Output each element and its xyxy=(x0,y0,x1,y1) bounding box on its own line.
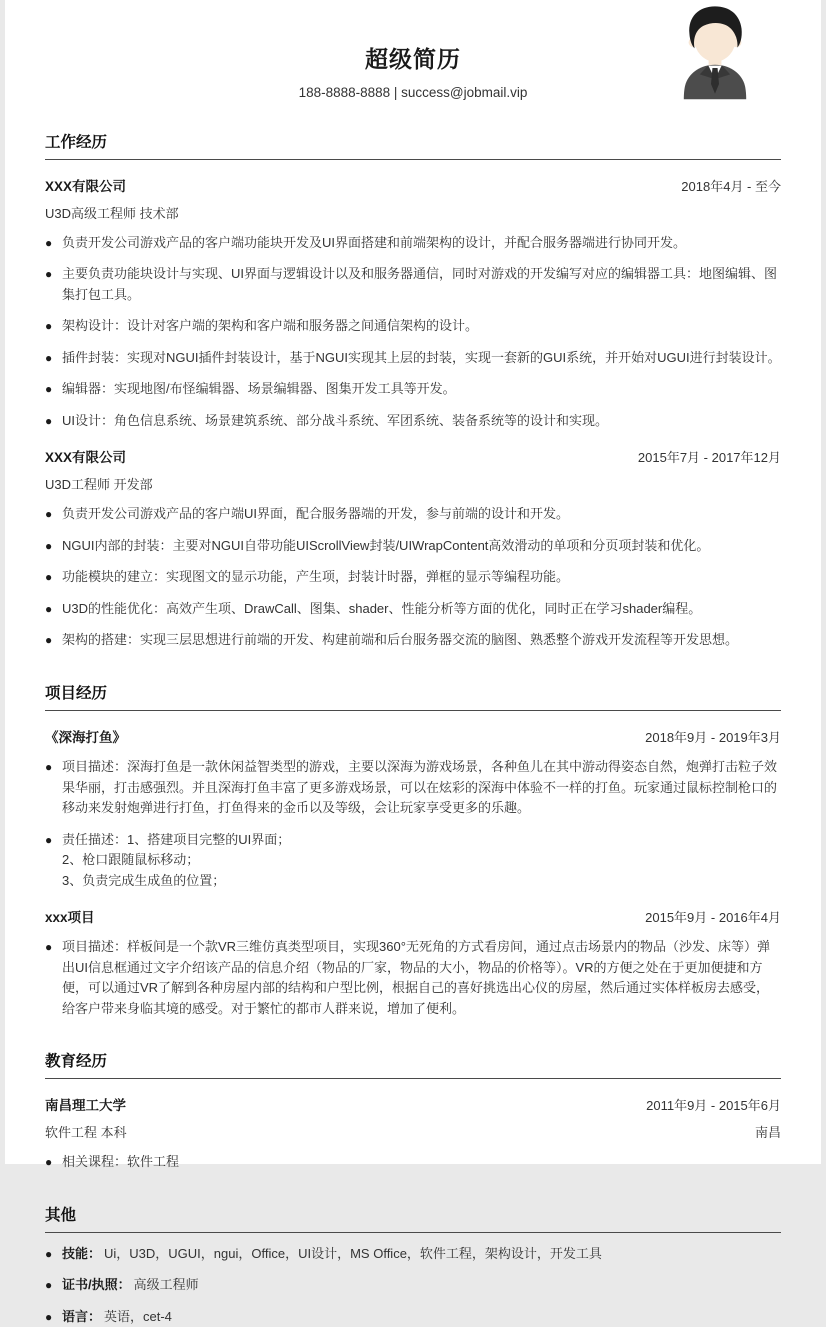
bullet-item xyxy=(45,233,781,254)
bullet-dot-icon: ● xyxy=(45,382,53,397)
bullet-dot-icon: ● xyxy=(45,940,53,955)
section-education xyxy=(45,1049,781,1173)
project-bullet-list xyxy=(45,937,781,1019)
bullet-text: 主要负责功能块设计与实现、UI界面与逻辑设计以及和服务器通信，同时对游戏的开发编写对应的编辑器工具：地图编辑、图集打包工具。 xyxy=(62,266,778,302)
bullet-item xyxy=(45,264,781,305)
date-range: 2015年7月 - 2017年12月 xyxy=(637,450,781,466)
skills-line xyxy=(62,1244,781,1265)
responsibility-line: 责任描述：1、搭建项目完整的UI界面； xyxy=(62,831,291,847)
languages-label: 语言： xyxy=(62,1308,102,1324)
bullet-item xyxy=(45,1244,781,1265)
languages-text: 英语，cet-4 xyxy=(104,1308,172,1324)
bullet-item xyxy=(45,379,781,400)
certificates-line xyxy=(62,1275,781,1296)
bullet-dot-icon: ● xyxy=(45,413,53,428)
bullet-item xyxy=(45,630,781,651)
job-bullet-list xyxy=(45,504,781,651)
company-name: XXX有限公司 xyxy=(45,450,127,466)
bullet-text: 插件封装：实现对NGUI插件封装设计，基于NGUI实现其上层的封装，实现一套新的GUI系统，并开始对UGUI进行封装设计。 xyxy=(62,349,781,365)
bullet-item xyxy=(45,1152,781,1173)
profile-photo xyxy=(675,4,755,100)
bullet-item xyxy=(45,1275,781,1296)
company-name: XXX有限公司 xyxy=(45,178,127,194)
responsibility-line: 2、枪口跟随鼠标移动； xyxy=(62,852,200,868)
date-range: 2015年9月 - 2016年4月 xyxy=(645,910,781,926)
bullet-dot-icon: ● xyxy=(45,235,53,250)
bullet-item xyxy=(45,536,781,557)
resume-title: 超级简历 xyxy=(365,46,461,72)
bullet-text: NGUI内部的封装：主要对NGUI自带功能UIScrollView封装/UIWrapContent高效滑动的单项和分页项封装和优化。 xyxy=(62,537,710,553)
job-entry xyxy=(45,175,781,432)
project-name: 《深海打鱼》 xyxy=(45,729,126,745)
section-projects xyxy=(45,681,781,1019)
bullet-dot-icon: ● xyxy=(45,319,53,334)
project-responsibilities xyxy=(62,830,781,892)
bullet-dot-icon: ● xyxy=(45,633,53,648)
responsibility-line: 3、负责完成生成鱼的位置； xyxy=(62,872,226,888)
related-courses: 相关课程：软件工程 xyxy=(62,1154,180,1170)
bullet-text: 负责开发公司游戏产品的客户端UI界面，配合服务器端的开发，参与前端的设计和开发。 xyxy=(62,506,570,522)
school-location: 南昌 xyxy=(754,1125,781,1141)
bullet-text: 架构的搭建：实现三层思想进行前端的开发、构建前端和后台服务器交流的脑图、熟悉整个游戏开发流程等开发思想。 xyxy=(62,632,739,648)
work-section-heading: 工作经历 xyxy=(45,130,781,160)
section-work-experience xyxy=(45,130,781,651)
date-range: 2011年9月 - 2015年6月 xyxy=(646,1098,781,1114)
bullet-dot-icon: ● xyxy=(45,1246,53,1261)
bullet-dot-icon: ● xyxy=(45,1155,53,1170)
bullet-item xyxy=(45,937,781,1019)
skills-text: Ui，U3D，UGUI，ngui，Office，UI设计，MS Office，软件工程，架构设计，开发工具 xyxy=(104,1245,602,1261)
bullet-text: 编辑器：实现地图/布怪编辑器、场景编辑器、图集开发工具等开发。 xyxy=(62,381,456,397)
date-range: 2018年9月 - 2019年3月 xyxy=(645,729,781,745)
bullet-dot-icon: ● xyxy=(45,350,53,365)
bullet-dot-icon: ● xyxy=(45,570,53,585)
bullet-text: 架构设计：设计对客户端的架构和客户端和服务器之间通信架构的设计。 xyxy=(62,318,479,334)
projects-section-heading: 项目经历 xyxy=(45,681,781,711)
certificates-text: 高级工程师 xyxy=(133,1277,199,1293)
male-avatar-icon xyxy=(675,4,755,100)
bullet-item xyxy=(45,411,781,432)
job-bullet-list xyxy=(45,233,781,432)
job-title: U3D工程师 开发部 xyxy=(45,477,153,493)
bullet-dot-icon: ● xyxy=(45,1278,53,1293)
certificates-label: 证书/执照： xyxy=(62,1277,131,1293)
bullet-item xyxy=(45,316,781,337)
education-entry xyxy=(45,1094,781,1173)
bullet-dot-icon: ● xyxy=(45,267,53,282)
bullet-dot-icon: ● xyxy=(45,1309,53,1324)
skills-label: 技能： xyxy=(62,1245,102,1261)
languages-line xyxy=(62,1307,781,1327)
project-entry xyxy=(45,906,781,1019)
degree: 软件工程 本科 xyxy=(45,1125,127,1141)
date-range: 2018年4月 - 至今 xyxy=(681,178,781,194)
other-section-heading: 其他 xyxy=(45,1203,781,1233)
project-bullet-list xyxy=(45,757,781,891)
other-bullet-list xyxy=(45,1244,781,1327)
bullet-item xyxy=(45,599,781,620)
project-description: 项目描述：样板间是一个款VR三维仿真类型项目，实现360°无死角的方式看房间，通过点击场景内的物品（沙发、床等）弹出UI信息框通过文字介绍该产品的信息介绍（物品的厂家，物品的大小，物品的价格等）。VR的方便之处在于更加便捷和方便，可以通过VR了解到各种房屋内部的结构和户型比例，根据自己的喜好挑选出心仪的房屋，然后通过实体样板房去感受，给客户带来身临其境的感受。对于繁忙的都市人群来说，增加了便利。 xyxy=(62,939,770,1016)
bullet-item xyxy=(45,1307,781,1327)
project-name: xxx项目 xyxy=(45,910,95,926)
bullet-dot-icon: ● xyxy=(45,759,53,774)
section-other xyxy=(45,1203,781,1327)
education-bullet-list xyxy=(45,1152,781,1173)
job-entry xyxy=(45,446,781,651)
job-title: U3D高级工程师 技术部 xyxy=(45,205,179,221)
bullet-text: UI设计：角色信息系统、场景建筑系统、部分战斗系统、军团系统、装备系统等的设计和实现。 xyxy=(62,412,609,428)
bullet-dot-icon: ● xyxy=(45,601,53,616)
contact-info: 188-8888-8888 | success@jobmail.vip xyxy=(298,84,528,100)
bullet-dot-icon: ● xyxy=(45,538,53,553)
bullet-item xyxy=(45,567,781,588)
bullet-dot-icon: ● xyxy=(45,832,53,847)
resume-header xyxy=(45,0,781,100)
bullet-text: 功能模块的建立：实现图文的显示功能，产生项，封装计时器，弹框的显示等编程功能。 xyxy=(62,569,570,585)
bullet-text: U3D的性能优化：高效产生项、DrawCall、图集、shader、性能分析等方面的优化，同时正在学习shader编程。 xyxy=(62,600,702,616)
project-description: 项目描述：深海打鱼是一款休闲益智类型的游戏，主要以深海为游戏场景，各种鱼儿在其中游动得姿态自然，炮弹打击粒子效果华丽，打击感强烈。并且深海打鱼丰富了更多游戏场景，可以在炫彩的深海中体验不一样的打鱼。玩家通过鼠标控制枪口的移动来发射炮弹进行打鱼，打鱼得来的金币以及等级，会让玩家享受更多的乐趣。 xyxy=(62,758,778,816)
bullet-item xyxy=(45,757,781,819)
school-name: 南昌理工大学 xyxy=(45,1098,126,1114)
bullet-dot-icon: ● xyxy=(45,507,53,522)
resume-page xyxy=(5,0,821,1324)
bullet-item xyxy=(45,830,781,892)
project-entry xyxy=(45,726,781,891)
bullet-item xyxy=(45,348,781,369)
bullet-text: 负责开发公司游戏产品的客户端功能块开发及UI界面搭建和前端架构的设计，并配合服务器端进行协同开发。 xyxy=(62,234,687,250)
education-section-heading: 教育经历 xyxy=(45,1049,781,1079)
bullet-item xyxy=(45,504,781,525)
